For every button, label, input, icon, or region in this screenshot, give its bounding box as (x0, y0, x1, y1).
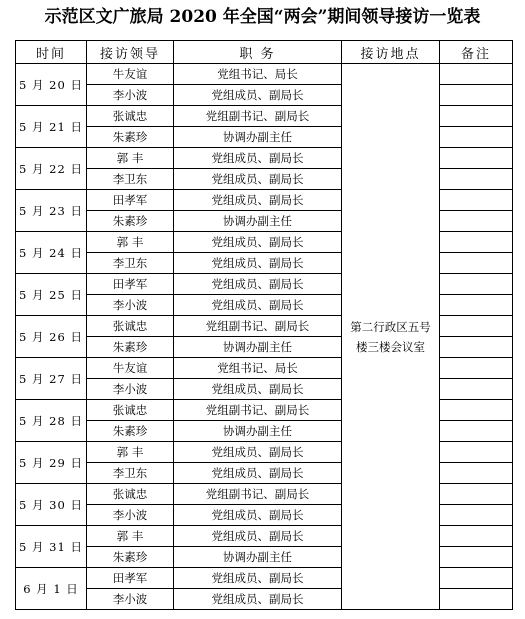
notes-cell (440, 169, 513, 190)
position-cell: 党组成员、副局长 (174, 190, 342, 211)
notes-cell (440, 589, 513, 610)
date-cell: 5 月 30 日 (16, 484, 87, 526)
position-cell: 党组成员、副局长 (174, 442, 342, 463)
position-cell: 党组成员、副局长 (174, 232, 342, 253)
date-cell: 5 月 24 日 (16, 232, 87, 274)
notes-cell (440, 211, 513, 232)
location-cell: 第二行政区五号楼三楼会议室 (342, 64, 440, 610)
notes-cell (440, 442, 513, 463)
leader-name-cell: 朱素珍 (87, 421, 174, 442)
position-cell: 党组副书记、副局长 (174, 106, 342, 127)
date-cell: 5 月 31 日 (16, 526, 87, 568)
notes-cell (440, 568, 513, 589)
date-cell: 5 月 27 日 (16, 358, 87, 400)
leader-name-cell: 田孝军 (87, 190, 174, 211)
leader-name-cell: 李卫东 (87, 169, 174, 190)
date-cell: 5 月 29 日 (16, 442, 87, 484)
header-time: 时间 (16, 41, 87, 64)
position-cell: 党组成员、副局长 (174, 148, 342, 169)
date-cell: 5 月 25 日 (16, 274, 87, 316)
table-header-row (16, 41, 513, 64)
header-location: 接访地点 (342, 41, 440, 64)
position-cell: 党组成员、副局长 (174, 295, 342, 316)
leader-name-cell: 李小波 (87, 589, 174, 610)
leader-name-cell: 郭 丰 (87, 442, 174, 463)
leader-name-cell: 牛友谊 (87, 64, 174, 85)
leader-name-cell: 李小波 (87, 505, 174, 526)
notes-cell (440, 526, 513, 547)
notes-cell (440, 64, 513, 85)
notes-cell (440, 148, 513, 169)
leader-name-cell: 李卫东 (87, 253, 174, 274)
document-title: 示范区文广旅局 2020 年全国“两会”期间领导接访一览表 (44, 7, 481, 27)
leader-name-cell: 郭 丰 (87, 148, 174, 169)
header-leader: 接访领导 (87, 41, 174, 64)
notes-cell (440, 463, 513, 484)
position-cell: 党组成员、副局长 (174, 568, 342, 589)
leader-name-cell: 郭 丰 (87, 526, 174, 547)
position-cell: 党组副书记、副局长 (174, 316, 342, 337)
notes-cell (440, 253, 513, 274)
leader-name-cell: 张诚忠 (87, 400, 174, 421)
notes-cell (440, 547, 513, 568)
leader-name-cell: 李小波 (87, 85, 174, 106)
notes-cell (440, 484, 513, 505)
notes-cell (440, 337, 513, 358)
table-row (16, 64, 513, 85)
date-cell: 5 月 21 日 (16, 106, 87, 148)
position-cell: 党组成员、副局长 (174, 85, 342, 106)
reception-schedule-table (15, 40, 513, 610)
notes-cell (440, 505, 513, 526)
notes-cell (440, 295, 513, 316)
position-cell: 党组副书记、副局长 (174, 484, 342, 505)
date-cell: 5 月 20 日 (16, 64, 87, 106)
position-cell: 协调办副主任 (174, 211, 342, 232)
position-cell: 党组成员、副局长 (174, 463, 342, 484)
notes-cell (440, 316, 513, 337)
date-cell: 5 月 26 日 (16, 316, 87, 358)
header-position: 职 务 (174, 41, 342, 64)
notes-cell (440, 190, 513, 211)
position-cell: 党组成员、副局长 (174, 505, 342, 526)
notes-cell (440, 358, 513, 379)
notes-cell (440, 85, 513, 106)
leader-name-cell: 朱素珍 (87, 337, 174, 358)
leader-name-cell: 牛友谊 (87, 358, 174, 379)
notes-cell (440, 106, 513, 127)
position-cell: 协调办副主任 (174, 127, 342, 148)
date-cell: 5 月 28 日 (16, 400, 87, 442)
leader-name-cell: 张诚忠 (87, 484, 174, 505)
leader-name-cell: 朱素珍 (87, 127, 174, 148)
notes-cell (440, 400, 513, 421)
position-cell: 协调办副主任 (174, 337, 342, 358)
notes-cell (440, 127, 513, 148)
leader-name-cell: 朱素珍 (87, 547, 174, 568)
leader-name-cell: 田孝军 (87, 568, 174, 589)
position-cell: 党组书记、局长 (174, 358, 342, 379)
date-cell: 5 月 23 日 (16, 190, 87, 232)
leader-name-cell: 李小波 (87, 295, 174, 316)
leader-name-cell: 田孝军 (87, 274, 174, 295)
position-cell: 党组成员、副局长 (174, 379, 342, 400)
position-cell: 党组副书记、副局长 (174, 400, 342, 421)
position-cell: 党组成员、副局长 (174, 589, 342, 610)
notes-cell (440, 421, 513, 442)
leader-name-cell: 张诚忠 (87, 106, 174, 127)
notes-cell (440, 379, 513, 400)
position-cell: 党组书记、局长 (174, 64, 342, 85)
leader-name-cell: 郭 丰 (87, 232, 174, 253)
leader-name-cell: 张诚忠 (87, 316, 174, 337)
leader-name-cell: 李卫东 (87, 463, 174, 484)
date-cell: 5 月 22 日 (16, 148, 87, 190)
leader-name-cell: 朱素珍 (87, 211, 174, 232)
notes-cell (440, 274, 513, 295)
position-cell: 协调办副主任 (174, 421, 342, 442)
schedule-body (16, 64, 513, 610)
position-cell: 协调办副主任 (174, 547, 342, 568)
notes-cell (440, 232, 513, 253)
header-notes: 备注 (440, 41, 513, 64)
position-cell: 党组成员、副局长 (174, 526, 342, 547)
position-cell: 党组成员、副局长 (174, 253, 342, 274)
leader-name-cell: 李小波 (87, 379, 174, 400)
position-cell: 党组成员、副局长 (174, 169, 342, 190)
position-cell: 党组成员、副局长 (174, 274, 342, 295)
date-cell: 6 月 1 日 (16, 568, 87, 610)
